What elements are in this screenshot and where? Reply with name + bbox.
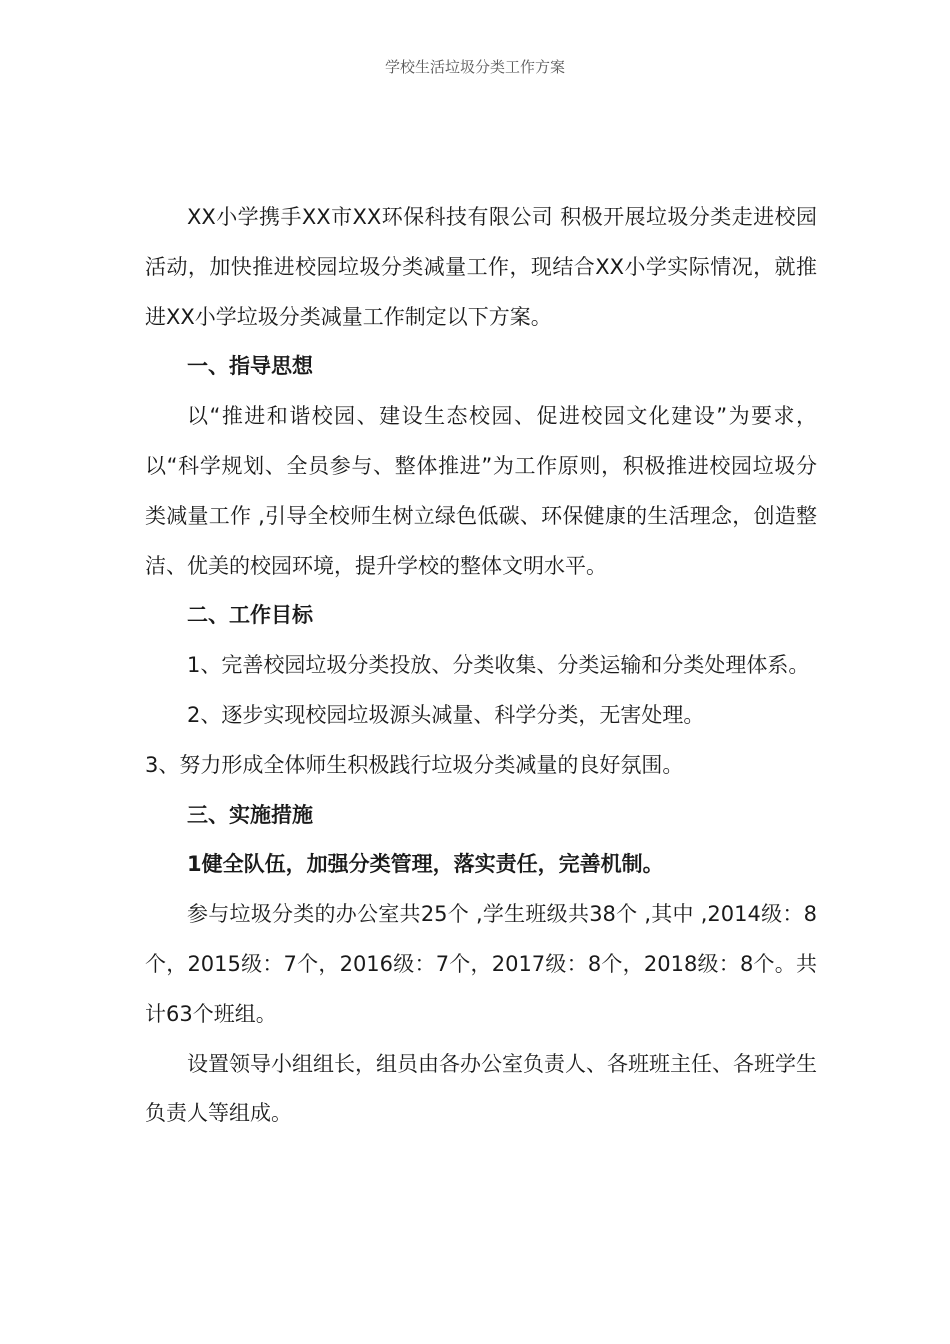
work-goal-item-3: 3、努力形成全体师生积极践行垃圾分类减量的良好氛围。 [145, 752, 684, 777]
guiding-ideology-paragraph: 以“推进和谐校园、建设生态校园、促进校园文化建设”为要求，以“科学规划、全员参与、整体推进”为工作原则，积极推进校园垃圾分类减量工作 ,引导全校师生树立绿色低碳、环保健康的生活理念，创造整洁、优美的校园环境，提升学校的整体文明水平。 [145, 404, 817, 578]
work-goal-item-1: 1、完善校园垃圾分类投放、分类收集、分类运输和分类处理体系。 [187, 653, 810, 678]
work-goal-item-2: 2、逐步实现校园垃圾源头减量、科学分类，无害处理。 [187, 702, 705, 727]
page-header-title: 学校生活垃圾分类工作方案 [384, 58, 565, 76]
measures-subheading: 1健全队伍，加强分类管理，落实责任，完善机制。 [187, 852, 664, 877]
document-body [145, 193, 817, 1139]
section-heading-measures: 三、实施措施 [187, 802, 313, 827]
section-heading-work-goals: 二、工作目标 [187, 603, 313, 628]
measures-paragraph-classes: 参与垃圾分类的办公室共25个 ,学生班级共38个 ,其中 ,2014级：8个，2015级：7个，2016级：7个，2017级：8个，2018级：8个。共计63个班组。 [145, 902, 817, 1026]
intro-paragraph: XX小学携手XX市XX环保科技有限公司 积极开展垃圾分类走进校园活动，加快推进校园垃圾分类减量工作，现结合XX小学实际情况，就推进XX小学垃圾分类减量工作制定以下方案。 [145, 205, 817, 329]
section-heading-guiding-ideology: 一、指导思想 [187, 354, 313, 379]
measures-paragraph-leadership: 设置领导小组组长，组员由各办公室负责人、各班班主任、各班学生负责人等组成。 [145, 1051, 817, 1126]
